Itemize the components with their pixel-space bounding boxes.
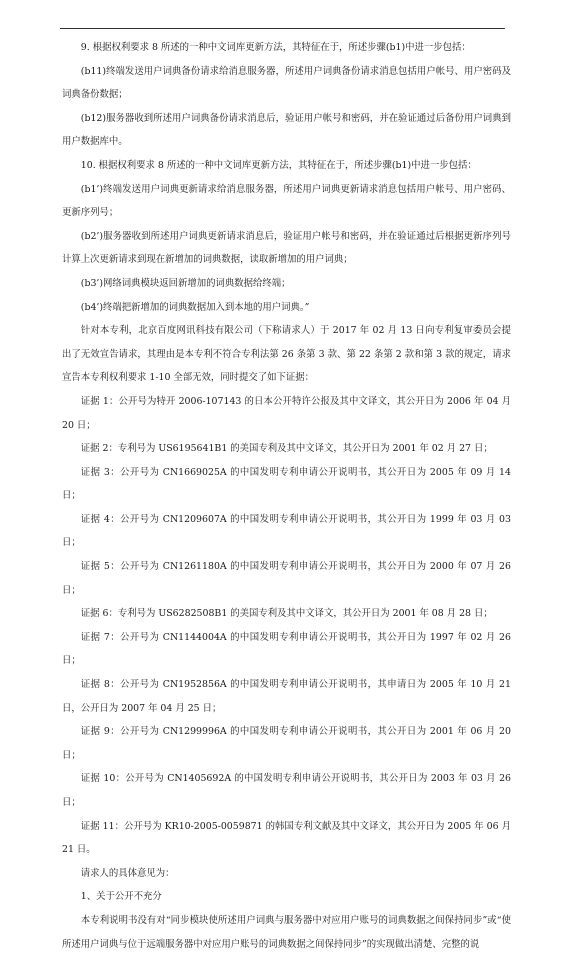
section-heading-insufficient-disclosure: 1、关于公开不充分 xyxy=(80,891,162,903)
step-b12: (b12)服务器收到所述用户词典备份请求消息后，验证用户帐号和密码，并在验证通过后备份用户词典到用户数据库中。 xyxy=(62,112,511,148)
evidence-3: 证据 3：公开号为 CN1669025A 的中国发明专利申请公开说明书，其公开日为 2005 年 09 月 14 日； xyxy=(62,466,511,502)
evidence-1: 证据 1：公开号为特开 2006-107143 的日本公开特许公报及其中文译文，其公开日为 2006 年 04 月 20 日； xyxy=(62,395,511,431)
evidence-5: 证据 5：公开号为 CN1261180A 的中国发明专利申请公开说明书，其公开日为 2000 年 07 月 26 日； xyxy=(62,561,511,596)
claim-10-intro: 10. 根据权利要求 8 所述的一种中文词库更新方法，其特征在于，所述步骤(b1)中进一步包括： xyxy=(80,159,477,171)
insufficient-disclosure-text: 本专利说明书没有对“同步模块使所述用户词典与服务器中对应用户账号的词典数据之间保持同步”或“使所述用户词典与位于远端服务器中对应用户账号的词典数据之间保持同步”的实现做出清楚、完整的说 xyxy=(62,914,511,950)
opinion-intro: 请求人的具体意见为： xyxy=(80,867,175,879)
step-b1-prime: (b1’)终端发送用户词典更新请求给消息服务器，所述用户词典更新请求消息包括用户帐号、用户密码、更新序列号； xyxy=(62,183,511,219)
evidence-8: 证据 8：公开号为 CN1952856A 的中国发明专利申请公开说明书，其申请日为 2005 年 10 月 21 日，公开日为 2007 年 04 月 25 日； xyxy=(62,679,511,714)
evidence-7: 证据 7：公开号为 CN1144004A 的中国发明专利申请公开说明书，其公开日为 1997 年 02 月 26 日； xyxy=(62,631,511,667)
document-body xyxy=(62,36,511,956)
header-rule xyxy=(60,28,505,29)
step-b2-prime: (b2’)服务器收到所述用户词典更新请求消息后，验证用户帐号和密码，并在验证通过后根据更新序列号计算上次更新请求到现在新增加的词典数据，读取新增加的用户词典； xyxy=(62,230,511,266)
evidence-6: 证据 6：专利号为 US6282508B1 的美国专利及其中文译文，其公开日为 2001 年 08 月 28 日； xyxy=(80,608,493,620)
claim-9-intro: 9. 根据权利要求 8 所述的一种中文词库更新方法，其特征在于，所述步骤(b1)中进一步包括： xyxy=(80,42,471,53)
evidence-11: 证据 11：公开号为 KR10-2005-0059871 的韩国专利文献及其中文译文，其公开日为 2005 年 06 月 21 日。 xyxy=(62,820,511,856)
step-b3-prime: (b3’)网络词典模块返回新增加的词典数据给终端； xyxy=(80,277,291,289)
evidence-4: 证据 4：公开号为 CN1209607A 的中国发明专利申请公开说明书，其公开日为 1999 年 03 月 03 日； xyxy=(62,513,511,549)
invalidation-request: 针对本专利，北京百度网讯科技有限公司（下称请求人）于 2017 年 02 月 13 日向专利复审委员会提出了无效宣告请求，其理由是本专利不符合专利法第 26 条第 3 款、第 22 条第 2 款和第 3 款的规定，请求宣告本专利权利要求 1-10 全部无效，同时提交了如下证据： xyxy=(62,325,511,384)
evidence-2: 证据 2：专利号为 US6195641B1 的美国专利及其中文译文，其公开日为 2001 年 02 月 27 日； xyxy=(80,443,493,455)
evidence-10: 证据 10：公开号为 CN1405692A 的中国发明专利申请公开说明书，其公开日为 2003 年 03 月 26 日； xyxy=(62,773,511,808)
step-b11: (b11)终端发送用户词典备份请求给消息服务器，所述用户词典备份请求消息包括用户帐号、用户密码及词典备份数据； xyxy=(62,65,511,101)
step-b4-prime: (b4’)终端把新增加的词典数据加入到本地的用户词典。” xyxy=(80,301,310,313)
evidence-9: 证据 9：公开号为 CN1299996A 的中国发明专利申请公开说明书，其公开日为 2001 年 06 月 20 日； xyxy=(62,726,511,761)
